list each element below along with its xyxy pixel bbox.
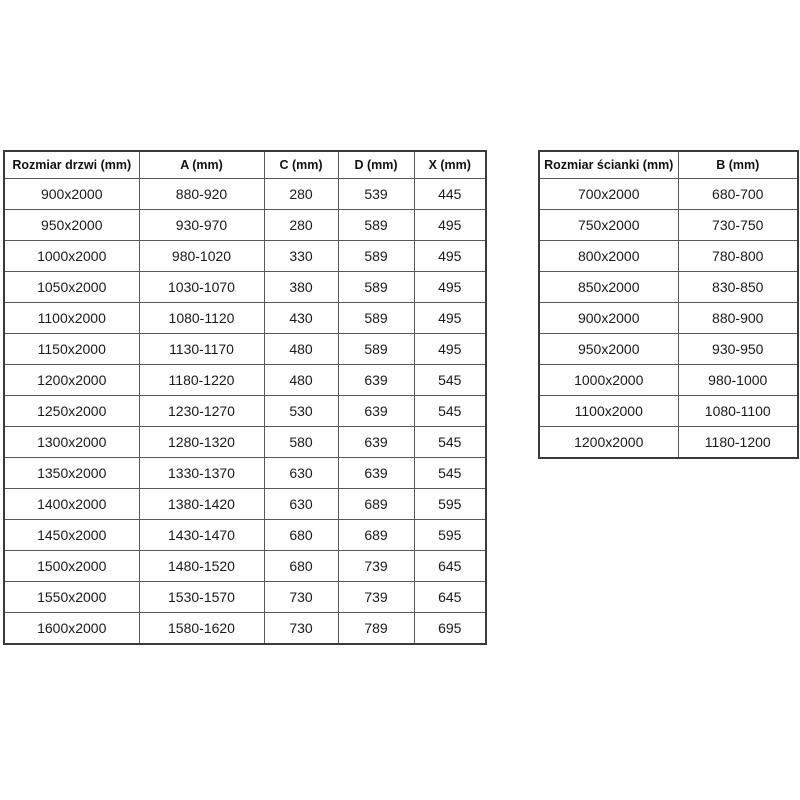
table-cell: 900x2000 xyxy=(539,303,678,334)
table-cell: 639 xyxy=(338,458,414,489)
table-cell: 680 xyxy=(264,551,338,582)
table-row xyxy=(4,241,486,272)
table-cell: 1000x2000 xyxy=(4,241,139,272)
table-row xyxy=(4,272,486,303)
table-row xyxy=(539,396,798,427)
table-cell: 730 xyxy=(264,582,338,613)
table-cell: 639 xyxy=(338,365,414,396)
table-cell: 680-700 xyxy=(678,179,798,210)
table-cell: 980-1020 xyxy=(139,241,264,272)
table-cell: 589 xyxy=(338,334,414,365)
table-cell: 495 xyxy=(414,303,486,334)
table-cell: 589 xyxy=(338,272,414,303)
table-cell: 739 xyxy=(338,582,414,613)
table-cell: 730-750 xyxy=(678,210,798,241)
table-cell: 480 xyxy=(264,334,338,365)
table-cell: 1250x2000 xyxy=(4,396,139,427)
table-cell: 1080-1100 xyxy=(678,396,798,427)
table-row xyxy=(539,365,798,396)
table-cell: 545 xyxy=(414,427,486,458)
column-header: B (mm) xyxy=(678,151,798,179)
table-row xyxy=(539,241,798,272)
table-cell: 1180-1200 xyxy=(678,427,798,459)
table-row xyxy=(4,489,486,520)
table-cell: 1450x2000 xyxy=(4,520,139,551)
table-cell: 480 xyxy=(264,365,338,396)
table-cell: 1150x2000 xyxy=(4,334,139,365)
table-cell: 380 xyxy=(264,272,338,303)
table-cell: 739 xyxy=(338,551,414,582)
table-cell: 930-970 xyxy=(139,210,264,241)
column-header: Rozmiar drzwi (mm) xyxy=(4,151,139,179)
table-row xyxy=(539,427,798,459)
table-cell: 1200x2000 xyxy=(539,427,678,459)
column-header: Rozmiar ścianki (mm) xyxy=(539,151,678,179)
table-cell: 780-800 xyxy=(678,241,798,272)
table-cell: 950x2000 xyxy=(539,334,678,365)
table-cell: 495 xyxy=(414,210,486,241)
table-cell: 495 xyxy=(414,334,486,365)
table-cell: 1130-1170 xyxy=(139,334,264,365)
table-cell: 580 xyxy=(264,427,338,458)
table-cell: 1230-1270 xyxy=(139,396,264,427)
table-cell: 680 xyxy=(264,520,338,551)
table-cell: 900x2000 xyxy=(4,179,139,210)
column-header: A (mm) xyxy=(139,151,264,179)
wall-size-table xyxy=(538,150,799,459)
table-cell: 645 xyxy=(414,551,486,582)
table-cell: 430 xyxy=(264,303,338,334)
table-row xyxy=(539,303,798,334)
table-row xyxy=(539,334,798,365)
table-cell: 1030-1070 xyxy=(139,272,264,303)
table-row xyxy=(4,210,486,241)
table-cell: 1100x2000 xyxy=(4,303,139,334)
table-cell: 545 xyxy=(414,396,486,427)
door-size-table xyxy=(3,150,487,645)
table-row xyxy=(4,551,486,582)
table-cell: 495 xyxy=(414,241,486,272)
table-cell: 530 xyxy=(264,396,338,427)
column-header: C (mm) xyxy=(264,151,338,179)
table-cell: 539 xyxy=(338,179,414,210)
table-cell: 1530-1570 xyxy=(139,582,264,613)
table-cell: 750x2000 xyxy=(539,210,678,241)
table-cell: 330 xyxy=(264,241,338,272)
table-cell: 639 xyxy=(338,396,414,427)
table-cell: 1550x2000 xyxy=(4,582,139,613)
table-cell: 1480-1520 xyxy=(139,551,264,582)
table-cell: 880-920 xyxy=(139,179,264,210)
table-cell: 789 xyxy=(338,613,414,645)
table-row xyxy=(4,179,486,210)
table-row xyxy=(4,582,486,613)
table-cell: 589 xyxy=(338,303,414,334)
table-row xyxy=(4,303,486,334)
table-cell: 880-900 xyxy=(678,303,798,334)
table-row xyxy=(4,458,486,489)
table-cell: 589 xyxy=(338,241,414,272)
table-cell: 1500x2000 xyxy=(4,551,139,582)
header-row xyxy=(539,151,798,179)
table-cell: 545 xyxy=(414,458,486,489)
table-cell: 1580-1620 xyxy=(139,613,264,645)
table-row xyxy=(539,179,798,210)
table-row xyxy=(4,520,486,551)
table-cell: 280 xyxy=(264,179,338,210)
table-cell: 930-950 xyxy=(678,334,798,365)
table-row xyxy=(539,272,798,303)
table-cell: 1050x2000 xyxy=(4,272,139,303)
table-cell: 689 xyxy=(338,520,414,551)
table-cell: 495 xyxy=(414,272,486,303)
table-cell: 1430-1470 xyxy=(139,520,264,551)
table-cell: 700x2000 xyxy=(539,179,678,210)
table-cell: 1080-1120 xyxy=(139,303,264,334)
table-cell: 950x2000 xyxy=(4,210,139,241)
table-cell: 1000x2000 xyxy=(539,365,678,396)
column-header: D (mm) xyxy=(338,151,414,179)
table-cell: 630 xyxy=(264,458,338,489)
table-cell: 830-850 xyxy=(678,272,798,303)
table-row xyxy=(4,365,486,396)
table-row xyxy=(4,613,486,645)
table-cell: 695 xyxy=(414,613,486,645)
table-cell: 1300x2000 xyxy=(4,427,139,458)
table-cell: 1600x2000 xyxy=(4,613,139,645)
table-cell: 850x2000 xyxy=(539,272,678,303)
table-cell: 1280-1320 xyxy=(139,427,264,458)
table-cell: 1180-1220 xyxy=(139,365,264,396)
table-cell: 689 xyxy=(338,489,414,520)
table-cell: 280 xyxy=(264,210,338,241)
table-cell: 730 xyxy=(264,613,338,645)
column-header: X (mm) xyxy=(414,151,486,179)
table-cell: 1330-1370 xyxy=(139,458,264,489)
header-row xyxy=(4,151,486,179)
table-cell: 1350x2000 xyxy=(4,458,139,489)
table-row xyxy=(4,427,486,458)
table-row xyxy=(539,210,798,241)
table-cell: 1380-1420 xyxy=(139,489,264,520)
table-cell: 800x2000 xyxy=(539,241,678,272)
table-cell: 1200x2000 xyxy=(4,365,139,396)
table-row xyxy=(4,334,486,365)
table-cell: 630 xyxy=(264,489,338,520)
table-cell: 1400x2000 xyxy=(4,489,139,520)
table-cell: 595 xyxy=(414,520,486,551)
table-cell: 589 xyxy=(338,210,414,241)
table-cell: 639 xyxy=(338,427,414,458)
table-cell: 545 xyxy=(414,365,486,396)
table-cell: 1100x2000 xyxy=(539,396,678,427)
table-cell: 445 xyxy=(414,179,486,210)
table-row xyxy=(4,396,486,427)
table-cell: 645 xyxy=(414,582,486,613)
table-cell: 980-1000 xyxy=(678,365,798,396)
table-cell: 595 xyxy=(414,489,486,520)
